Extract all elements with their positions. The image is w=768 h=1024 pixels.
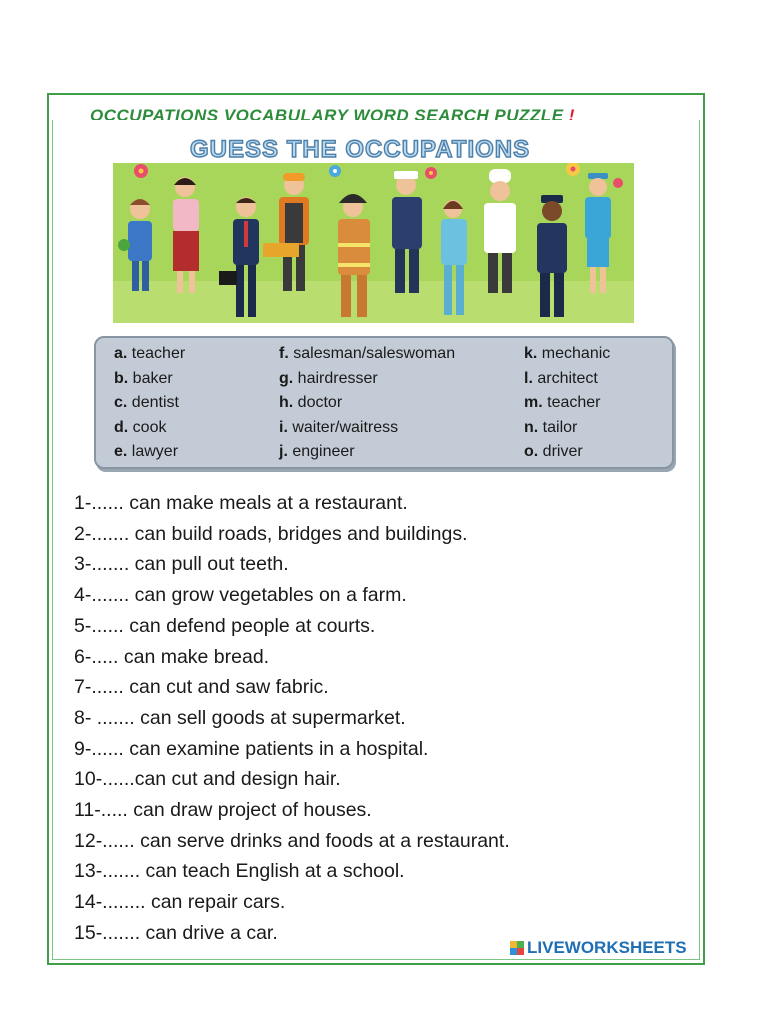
- word-bank-item: e. lawyer: [114, 443, 179, 460]
- word-bank-item: d. cook: [114, 418, 167, 436]
- question-item: 12-...... can serve drinks and foods at a restaurant.: [74, 829, 510, 852]
- word-bank-item: k. mechanic: [524, 345, 611, 362]
- question-item: 2-....... can build roads, bridges and buildings.: [74, 522, 468, 545]
- question-item: 10-......can cut and design hair.: [74, 768, 341, 791]
- word-bank-column-3: [524, 342, 610, 465]
- question-item: 14-........ can repair cars.: [74, 891, 286, 914]
- question-item: 11-..... can draw project of houses.: [74, 799, 372, 822]
- word-bank-item: i. waiter/waitress: [279, 418, 399, 436]
- word-bank-item: h. doctor: [279, 394, 343, 411]
- question-item: 4-....... can grow vegetables on a farm.: [74, 584, 407, 607]
- question-item: 3-....... can pull out teeth.: [74, 553, 289, 576]
- question-list: [74, 488, 510, 949]
- occupations-illustration: [113, 163, 634, 323]
- word-bank-item: f. salesman/saleswoman: [279, 345, 456, 362]
- word-bank-column-2: [279, 342, 455, 465]
- liveworksheets-logo: [510, 938, 687, 958]
- page-title: GUESS THE OCCUPATIONS: [190, 136, 531, 163]
- brand-name: LIVEWORKSHEETS: [527, 938, 687, 957]
- word-bank: [94, 336, 674, 469]
- question-item: 8- ....... can sell goods at supermarket.: [74, 706, 406, 729]
- question-item: 5-...... can defend people at courts.: [74, 614, 376, 637]
- word-bank-item: b. baker: [114, 369, 173, 387]
- word-bank-item: m. teacher: [524, 394, 601, 411]
- liveworksheets-icon: [510, 941, 524, 955]
- word-bank-item: n. tailor: [524, 418, 578, 436]
- word-bank-item: o. driver: [524, 443, 583, 460]
- word-bank-item: j. engineer: [279, 443, 355, 460]
- question-item: 1-...... can make meals at a restaurant.: [74, 492, 408, 514]
- question-item: 13-....... can teach English at a school.: [74, 860, 405, 883]
- puzzle-title: OCCUPATIONS VOCABULARY WORD SEARCH PUZZLE !: [90, 106, 575, 120]
- question-item: 7-...... can cut and saw fabric.: [74, 676, 329, 699]
- word-bank-item: l. architect: [524, 369, 598, 387]
- question-item: 15-....... can drive a car.: [74, 921, 278, 944]
- word-bank-item: a. teacher: [114, 345, 186, 362]
- word-bank-column-1: [114, 342, 185, 465]
- word-bank-item: c. dentist: [114, 394, 179, 411]
- question-item: 9-...... can examine patients in a hospital.: [74, 737, 429, 760]
- puzzle-title-strip: [52, 98, 700, 120]
- question-item: 6-..... can make bread.: [74, 645, 270, 668]
- word-bank-item: g. hairdresser: [279, 369, 378, 387]
